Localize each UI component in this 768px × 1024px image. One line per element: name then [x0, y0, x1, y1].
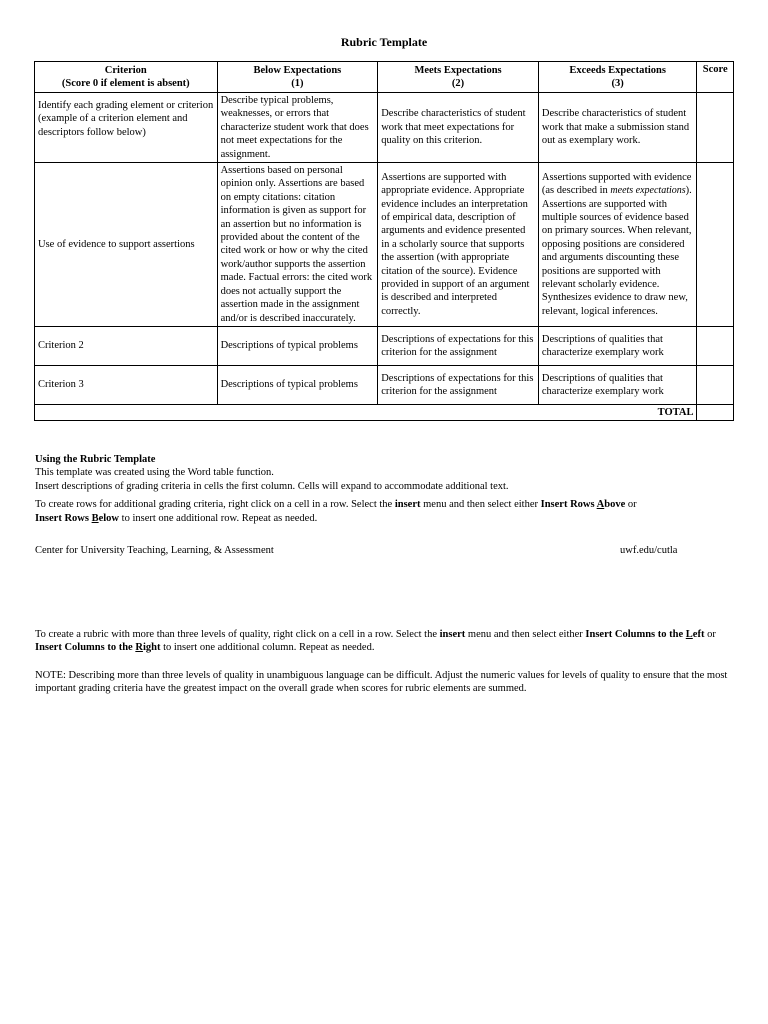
table-row — [35, 326, 734, 365]
cell-score — [697, 365, 734, 404]
header-meets-expectations: Meets Expectations (2) — [378, 62, 539, 93]
footer-url: uwf.edu/cutla — [620, 545, 678, 556]
header-criterion: Criterion (Score 0 if element is absent) — [35, 62, 218, 93]
cell-score — [697, 93, 734, 163]
cell-meets: Assertions are supported with appropriate evidence. Appropriate evidence includes an interpretation of empirical data, description of arguments and evidence presented in a scholarly source that supports the assertion (with appropriate citation of the source). Evidence provided in support of an argument is described and interpreted correctly. — [378, 163, 539, 327]
emphasis-text: meets expectations — [610, 185, 686, 197]
header-score: Score — [697, 62, 734, 93]
cell-meets: Describe characteristics of student work that meet expectations for quality on this criterion. — [378, 93, 539, 163]
using-heading: Using the Rubric Template — [35, 454, 156, 465]
footer-center-name: Center for University Teaching, Learning, & Assessment — [35, 545, 274, 556]
total-row — [35, 404, 734, 420]
header-exceeds-expectations: Exceeds Expectations (3) — [538, 62, 697, 93]
using-line-1: This template was created using the Word table function. — [35, 467, 274, 479]
cell-criterion: Use of evidence to support assertions — [35, 163, 218, 327]
table-row — [35, 365, 734, 404]
table-header-row — [35, 62, 734, 93]
cell-criterion: Identify each grading element or criterion (example of a criterion element and descriptors follow below) — [35, 93, 218, 163]
cell-score — [697, 163, 734, 327]
cell-below: Descriptions of typical problems — [217, 326, 378, 365]
cell-criterion: Criterion 2 — [35, 326, 218, 365]
cell-criterion: Criterion 3 — [35, 365, 218, 404]
cell-below: Descriptions of typical problems — [217, 365, 378, 404]
cell-meets: Descriptions of expectations for this criterion for the assignment — [378, 365, 539, 404]
total-score-cell — [697, 404, 734, 420]
cell-meets: Descriptions of expectations for this criterion for the assignment — [378, 326, 539, 365]
page-title: Rubric Template — [340, 35, 428, 49]
columns-instructions: To create a rubric with more than three levels of quality, right click on a cell in a row. Select the insert menu and then select either Insert Columns to the Left or Insert Columns to the Right to insert one additional column. Repeat as needed. — [35, 629, 716, 654]
cell-below: Assertions based on personal opinion only. Assertions are based on empty citations: citation information is given as support for an assertion but no information is provided about the content of the cited work or how or why the cited work/author supports the assertion made. Factual errors: the cited work does not actually support the assertion made in the assignment and/or is described inaccurately. — [217, 163, 378, 327]
cell-exceeds: Descriptions of qualities that characterize exemplary work — [538, 365, 697, 404]
cell-exceeds: Descriptions of qualities that characterize exemplary work — [538, 326, 697, 365]
cell-score — [697, 326, 734, 365]
cell-below: Describe typical problems, weaknesses, or errors that characterize student work that does not meet expectations for the assignment. — [217, 93, 378, 163]
using-section — [35, 453, 735, 525]
table-row — [35, 163, 734, 327]
using-line-2: Insert descriptions of grading criteria in cells the first column. Cells will expand to accommodate additional text. — [35, 480, 509, 492]
cell-exceeds: Assertions supported with evidence (as described in meets expectations). Assertions are supported with multiple sources of evidence based on primary sources. When relevant, opposing positions are considered and arguments discounting these positions are supported with relevant scholarly evidence. Synthesizes evidence to draw new, relevant, logical inferences. — [538, 163, 697, 327]
total-label: TOTAL — [35, 404, 697, 420]
rubric-table — [34, 61, 734, 421]
note-paragraph: NOTE: Describing more than three levels of quality in unambiguous language can be difficult. Adjust the numeric values for levels of quality to ensure that the most important grading criteria have the greatest impact on the overall grade when scores for rubric elements are summed. — [35, 670, 728, 695]
cell-exceeds: Describe characteristics of student work that make a submission stand out as exemplary work. — [538, 93, 697, 163]
table-row — [35, 93, 734, 163]
rows-instructions: To create rows for additional grading criteria, right click on a cell in a row. Select the insert menu and then select either Insert Rows Above or Insert Rows Below to insert one additional row. Repeat as needed. — [35, 499, 637, 524]
header-below-expectations: Below Expectations (1) — [217, 62, 378, 93]
